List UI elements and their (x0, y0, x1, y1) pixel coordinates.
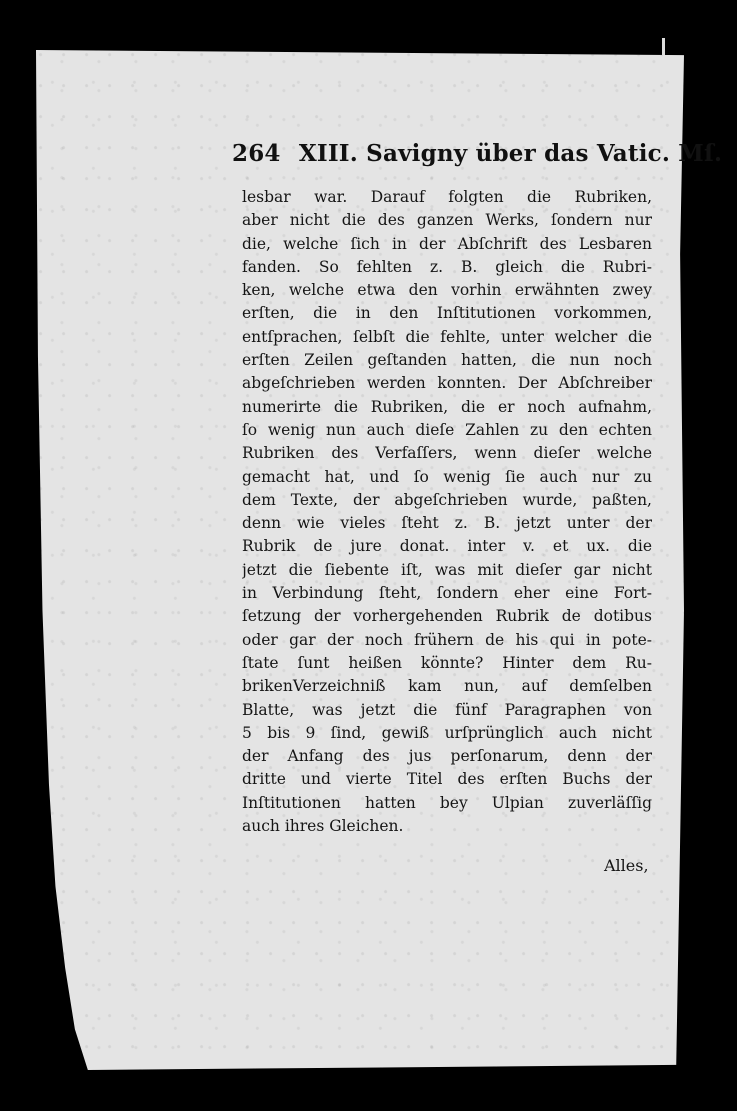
text-line: abgeſchrieben werden konnten. Der Abſchreiber (242, 374, 652, 393)
text-line: ſetzung der vorhergehenden Rubrik de dotibus (242, 607, 652, 626)
running-title: XIII. Savigny über das Vatic. Mſ. (298, 140, 723, 167)
text-line: entſprachen, ſelbſt die fehlte, unter welcher die (242, 327, 652, 346)
text-line: erſten, die in den Inſtitutionen vorkommen, (242, 304, 652, 323)
text-line: ſtate ſunt heißen könnte? Hinter dem Ru- (242, 653, 652, 672)
text-line: Rubrik de jure donat. inter v. et ux. die (242, 537, 652, 556)
text-line: 5 bis 9 ſind, gewiß urſprünglich auch nicht (242, 723, 652, 742)
running-header (232, 140, 723, 167)
text-line: oder gar der noch frühern de his qui in pote- (242, 630, 652, 649)
catchword: Alles, (604, 856, 649, 875)
text-line: lesbar war. Darauf folgten die Rubriken, (242, 188, 652, 206)
text-line: aber nicht die des ganzen Werks, ſondern nur (242, 211, 652, 230)
text-line: numerirte die Rubriken, die er noch aufnahm, (242, 397, 652, 416)
text-line: Blatte, was jetzt die fünf Paragraphen von (242, 700, 652, 719)
page-number: 264 (232, 140, 281, 167)
body-text (242, 186, 652, 838)
text-line: in Verbindung ſteht, ſondern eher eine Fort- (242, 584, 652, 603)
text-line: erſten Zeilen geſtanden hatten, die nun noch (242, 351, 652, 370)
text-line: der Anfang des jus perſonarum, denn der (242, 747, 652, 766)
text-line: die, welche ſich in der Abſchrift des Lesbaren (242, 234, 652, 253)
text-line: ſo wenig nun auch dieſe Zahlen zu den echten (242, 420, 652, 439)
text-line: ken, welche etwa den vorhin erwähnten zwey (242, 281, 652, 300)
text-line: fanden. So fehlten z. B. gleich die Rubri- (242, 257, 652, 276)
text-line: auch ihres Gleichen. (242, 817, 404, 836)
text-line: denn wie vieles ſteht z. B. jetzt unter der (242, 514, 652, 533)
text-line: gemacht hat, und ſo wenig ſie auch nur zu (242, 467, 652, 486)
text-line: dem Texte, der abgeſchrieben wurde, paßten, (242, 490, 652, 509)
text-line: brikenVerzeichniß kam nun, auf demſelben (242, 677, 652, 696)
text-line: dritte und vierte Titel des erſten Buchs der (242, 770, 652, 789)
text-line: Rubriken des Verfaſſers, wenn dieſer welche (242, 444, 652, 463)
text-line: jetzt die ſiebente iſt, was mit dieſer gar nicht (242, 560, 652, 579)
text-line: Inſtitutionen hatten bey Ulpian zuverläſſig (242, 793, 652, 812)
